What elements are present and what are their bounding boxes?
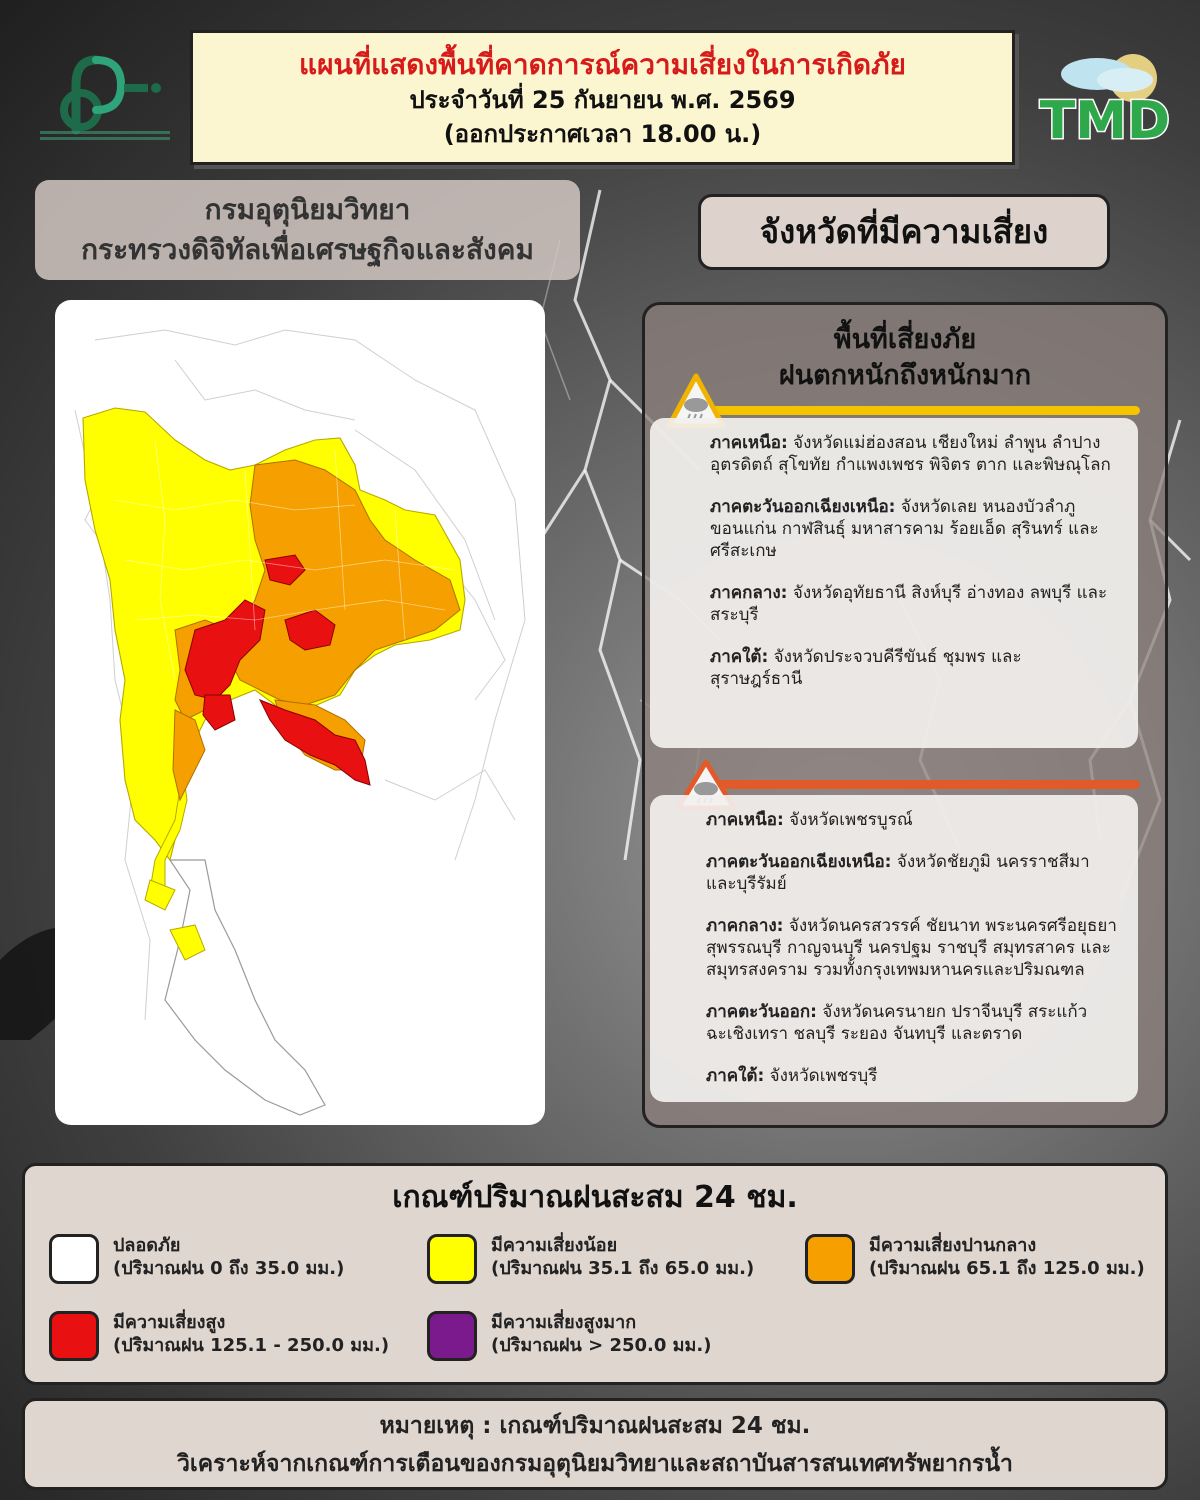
region-name: ภาคเหนือ:: [710, 433, 788, 453]
orange-region-entry: [706, 809, 1118, 831]
orange-region-entry: [706, 1065, 1118, 1087]
region-name: ภาคใต้:: [710, 647, 769, 667]
yellow-region-entry: [710, 432, 1118, 476]
legend-item-high: [49, 1311, 389, 1361]
department-name: กรมอุตุนิยมวิทยา: [204, 193, 411, 226]
title-box: [190, 30, 1015, 165]
region-name: ภาคตะวันออกเฉียงเหนือ:: [706, 852, 892, 872]
note-box: [22, 1398, 1168, 1490]
legend-swatch-medium: [805, 1234, 855, 1284]
region-provinces: จังหวัดเพชรบุรี: [764, 1066, 878, 1086]
yellow-risk-card: [650, 418, 1138, 748]
region-provinces: จังหวัดอุทัยธานี สิงห์บุรี อ่างทอง ลพบุรี และสระบุรี: [710, 583, 1108, 625]
orange-region-entry: [706, 851, 1118, 895]
region-name: ภาคกลาง:: [710, 583, 788, 603]
orange-region-entry: [706, 1001, 1118, 1045]
legend-swatch-safe: [49, 1234, 99, 1284]
thailand-map: [55, 300, 545, 1125]
legend-item-safe: [49, 1234, 344, 1284]
legend-range-very-high: (ปริมาณฝน > 250.0 มม.): [491, 1335, 712, 1356]
rainfall-criteria-box: [22, 1163, 1168, 1385]
region-provinces: จังหวัดประจวบคีรีขันธ์ ชุมพร และ สุราษฎร์ธานี: [710, 647, 1022, 689]
department-box: [35, 180, 580, 280]
map-date: ประจำวันที่ 25 กันยายน พ.ศ. 2569: [409, 86, 796, 114]
legend-label-low: มีความเสี่ยงน้อย: [491, 1235, 618, 1256]
legend-item-low: [427, 1234, 754, 1284]
note-line2: วิเคราะห์จากเกณฑ์การเตือนของกรมอุตุนิยมวิทยาและสถาบันสารสนเทศทรัพยากรน้ำ: [177, 1451, 1013, 1477]
tmd-logo: [1025, 40, 1185, 150]
orange-risk-band: [700, 780, 1140, 789]
region-name: ภาคกลาง:: [706, 916, 784, 936]
legend-item-medium: [805, 1234, 1145, 1284]
legend-swatch-very-high: [427, 1311, 477, 1361]
orange-region-entry: [706, 915, 1118, 981]
orange-risk-card: [650, 795, 1138, 1102]
region-name: ภาคตะวันออกเฉียงเหนือ:: [710, 497, 896, 517]
region-name: ภาคใต้:: [706, 1066, 765, 1086]
legend-range-safe: (ปริมาณฝน 0 ถึง 35.0 มม.): [113, 1258, 345, 1279]
legend-label-high: มีความเสี่ยงสูง: [113, 1312, 226, 1333]
legend-swatch-high: [49, 1311, 99, 1361]
legend-range-medium: (ปริมาณฝน 65.1 ถึง 125.0 มม.): [869, 1258, 1145, 1279]
criteria-title: เกณฑ์ปริมาณฝนสะสม 24 ชม.: [392, 1180, 798, 1215]
region-provinces: จังหวัดนครสวรรค์ ชัยนาท พระนครศรีอยุธยา สุพรรณบุรี กาญจนบุรี นครปฐม ราชบุรี สมุทรสาคร และสมุทรสงคราม รวมทั้งกรุงเทพมหานครและปริมณฑล: [706, 916, 1117, 980]
region-name: ภาคตะวันออก:: [706, 1002, 817, 1022]
risk-provinces-title: จังหวัดที่มีความเสี่ยง: [698, 194, 1110, 270]
ministry-name: กระทรวงดิจิทัลเพื่อเศรษฐกิจและสังคม: [81, 233, 534, 266]
legend-swatch-low: [427, 1234, 477, 1284]
region-provinces: จังหวัดนครนายก ปราจีนบุรี สระแก้ว ฉะเชิงเทรา ชลบุรี ระยอง จันทบุรี และตราด: [706, 1002, 1088, 1044]
region-provinces: จังหวัดแม่ฮ่องสอน เชียงใหม่ ลำพูน ลำปาง อุตรดิตถ์ สุโขทัย กำแพงเพชร พิจิตร ตาก และพิษณุโลก: [710, 433, 1111, 475]
legend-label-safe: ปลอดภัย: [113, 1235, 181, 1256]
yellow-region-entry: [710, 496, 1118, 562]
issue-time: (ออกประกาศเวลา 18.00 น.): [443, 120, 762, 148]
legend-label-very-high: มีความเสี่ยงสูงมาก: [491, 1312, 637, 1333]
note-line1: หมายเหตุ : เกณฑ์ปริมาณฝนสะสม 24 ชม.: [379, 1413, 811, 1439]
risk-heading-line1: พื้นที่เสี่ยงภัย: [833, 324, 977, 355]
ministry-logo-caption: [40, 128, 170, 142]
yellow-region-entry: [710, 582, 1118, 626]
legend-item-very-high: [427, 1311, 711, 1361]
tmd-logo-text: TMD: [1039, 91, 1171, 150]
legend-label-medium: มีความเสี่ยงปานกลาง: [869, 1235, 1037, 1256]
legend-range-high: (ปริมาณฝน 125.1 - 250.0 มม.): [113, 1335, 390, 1356]
region-provinces: จังหวัดชัยภูมิ นครราชสีมา และบุรีรัมย์: [706, 852, 1090, 894]
thailand-map-svg: [55, 300, 545, 1125]
region-name: ภาคเหนือ:: [706, 810, 784, 830]
yellow-region-entry: [710, 646, 1118, 690]
legend-range-low: (ปริมาณฝน 35.1 ถึง 65.0 มม.): [491, 1258, 755, 1279]
region-provinces: จังหวัดเลย หนองบัวลำภู ขอนแก่น กาฬสินธุ์ มหาสารคาม ร้อยเอ็ด สุรินทร์ และศรีสะเกษ: [710, 497, 1099, 561]
map-title: แผนที่แสดงพื้นที่คาดการณ์ความเสี่ยงในการเกิดภัย: [299, 48, 906, 81]
region-provinces: จังหวัดเพชรบูรณ์: [783, 810, 913, 830]
risk-heading-line2: ฝนตกหนักถึงหนักมาก: [778, 360, 1032, 391]
yellow-risk-band: [700, 406, 1140, 415]
